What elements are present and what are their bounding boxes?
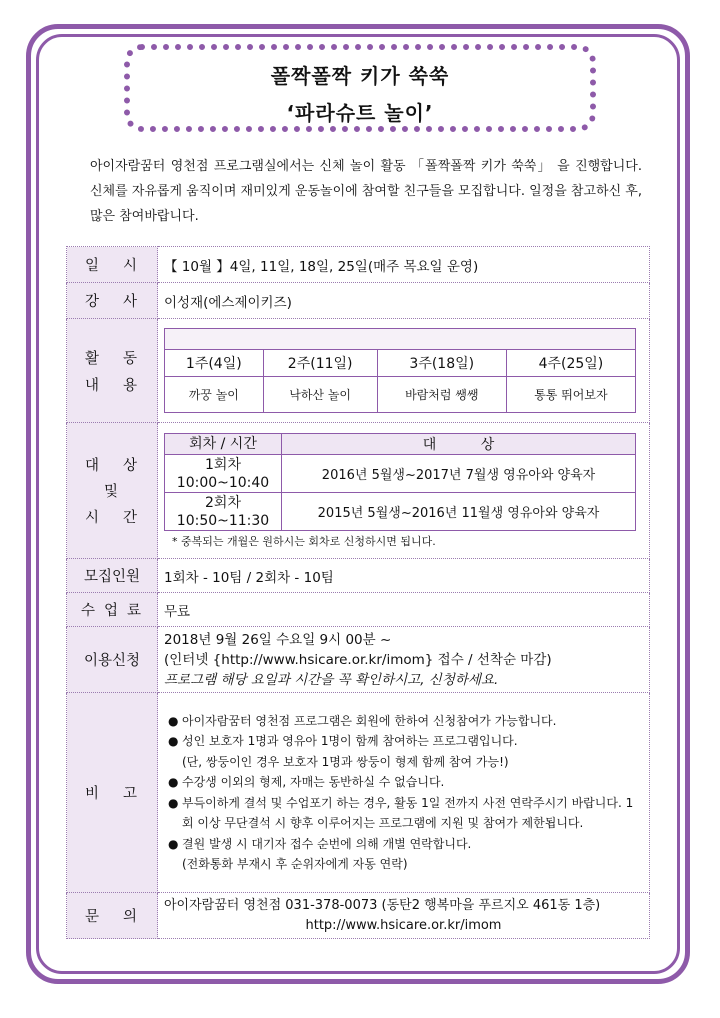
label-recruit: 모집인원: [67, 559, 158, 593]
activities-cell: [158, 319, 650, 423]
weeks-row: [165, 350, 636, 377]
apply-line-3: 프로그램 해당 요일과 시간을 꼭 확인하시고, 신청하세요.: [164, 671, 499, 688]
remark-item: ● 아이자람꿈터 영천점 프로그램은 회원에 한하여 신청참여가 가능합니다.: [168, 711, 643, 732]
row-apply: [67, 627, 650, 693]
title-box: [124, 44, 596, 132]
target-row-2: [165, 493, 636, 531]
contact-url-link[interactable]: http://www.hsicare.or.kr/imom: [305, 917, 502, 933]
bullet-icon: ●: [168, 713, 179, 728]
contact-cell: [158, 893, 650, 939]
row-schedule: [67, 247, 650, 283]
row-activities: [67, 319, 650, 423]
label-apply: 이용신청: [67, 627, 158, 693]
recruit-value: 1회차 - 10팀 / 2회차 - 10팀: [158, 559, 650, 593]
apply-cell: [158, 627, 650, 693]
remark-item: ● 부득이하게 결석 및 수업포기 하는 경우, 활동 1일 전까지 사전 연락주시기 바랍니다. 1회 이상 무단결석 시 향후 이루어지는 프로그램에 지원 및 참여가 제한됩니다.: [168, 793, 643, 834]
remarks-cell: [158, 693, 650, 893]
instructor-value: 이성재(에스제이키즈): [158, 283, 650, 319]
label-instructor: 강 사: [67, 283, 158, 319]
label-target: 대 상 및 시 간: [67, 423, 158, 559]
contact-line: 아이자람꿈터 영천점 031-378-0073 (동탄2 행복마을 푸르지오 461동 1층): [164, 897, 601, 913]
activity-1: 까꿍 놀이: [165, 377, 264, 413]
activity-4: 통통 뛰어보자: [506, 377, 635, 413]
row-instructor: [67, 283, 650, 319]
session-1: 1회차 10:00~10:40: [165, 455, 282, 493]
row-target: [67, 423, 650, 559]
label-schedule: 일 시: [67, 247, 158, 283]
week-2: 2주(11일): [263, 350, 377, 377]
bullet-icon: ●: [168, 795, 179, 810]
label-fee: 수 업 료: [67, 593, 158, 627]
week-3: 3주(18일): [377, 350, 506, 377]
fee-value: 무료: [158, 593, 650, 627]
target-table: [164, 433, 636, 531]
title-line-2: ‘파라슈트 놀이’: [286, 101, 434, 125]
intro-paragraph: 아이자람꿈터 영천점 프로그램실에서는 신체 놀이 활동 「폴짝폴짝 키가 쑥쑥」 을 진행합니다. 신체를 자유롭게 움직이며 재미있게 운동놀이에 참여할 친구들을 모집합니다. 일정을 참고하신 후, 많은 참여바랍니다.: [90, 159, 642, 224]
bullet-icon: ●: [168, 775, 179, 789]
activities-table: [164, 328, 636, 413]
bullet-icon: ●: [168, 734, 179, 748]
session-2: 2회차 10:50~11:30: [165, 493, 282, 531]
week-4: 4주(25일): [506, 350, 635, 377]
info-table: [66, 246, 650, 939]
remark-item: ● 성인 보호자 1명과 영유아 1명이 함께 참여하는 프로그램입니다. (단, 쌍둥이인 경우 보호자 1명과 쌍둥이 형제 함께 참여 가능!): [168, 731, 643, 772]
head-session: 회차 / 시간: [165, 434, 282, 455]
remark-item: ● 결원 발생 시 대기자 접수 순번에 의해 개별 연락합니다. (전화통화 부재시 후 순위자에게 자동 연락): [168, 834, 643, 875]
label-remarks: 비 고: [67, 693, 158, 893]
activity-2: 낙하산 놀이: [263, 377, 377, 413]
title-line-1: 폴짝폴짝 키가 쑥쑥: [270, 64, 450, 88]
activity-3: 바람처럼 쌩쌩: [377, 377, 506, 413]
row-recruit: [67, 559, 650, 593]
target-head-row: [165, 434, 636, 455]
activities-row: [165, 377, 636, 413]
label-contact: 문 의: [67, 893, 158, 939]
target-cell: [158, 423, 650, 559]
remark-item: ● 수강생 이외의 형제, 자매는 동반하실 수 없습니다.: [168, 772, 643, 793]
target-2: 2015년 5월생~2016년 11월생 영유아와 양육자: [282, 493, 636, 531]
apply-line-1: 2018년 9월 26일 수요일 9시 00분 ~: [164, 631, 392, 648]
row-remarks: [67, 693, 650, 893]
row-contact: [67, 893, 650, 939]
bullet-icon: ●: [168, 836, 179, 851]
apply-line-2: (인터넷 {http://www.hsicare.or.kr/imom} 접수 / 선착순 마감): [164, 651, 552, 668]
week-1: 1주(4일): [165, 350, 264, 377]
head-target: 대 상: [282, 434, 636, 455]
remarks-list: [164, 711, 643, 875]
target-note: * 중복되는 개월은 원하시는 회차로 신청하시면 됩니다.: [172, 535, 436, 548]
label-activities: 활 동 내 용: [67, 319, 158, 423]
target-row-1: [165, 455, 636, 493]
row-fee: [67, 593, 650, 627]
target-1: 2016년 5월생~2017년 7월생 영유아와 양육자: [282, 455, 636, 493]
schedule-value: 【 10월 】4일, 11일, 18일, 25일(매주 목요일 운영): [158, 247, 650, 283]
